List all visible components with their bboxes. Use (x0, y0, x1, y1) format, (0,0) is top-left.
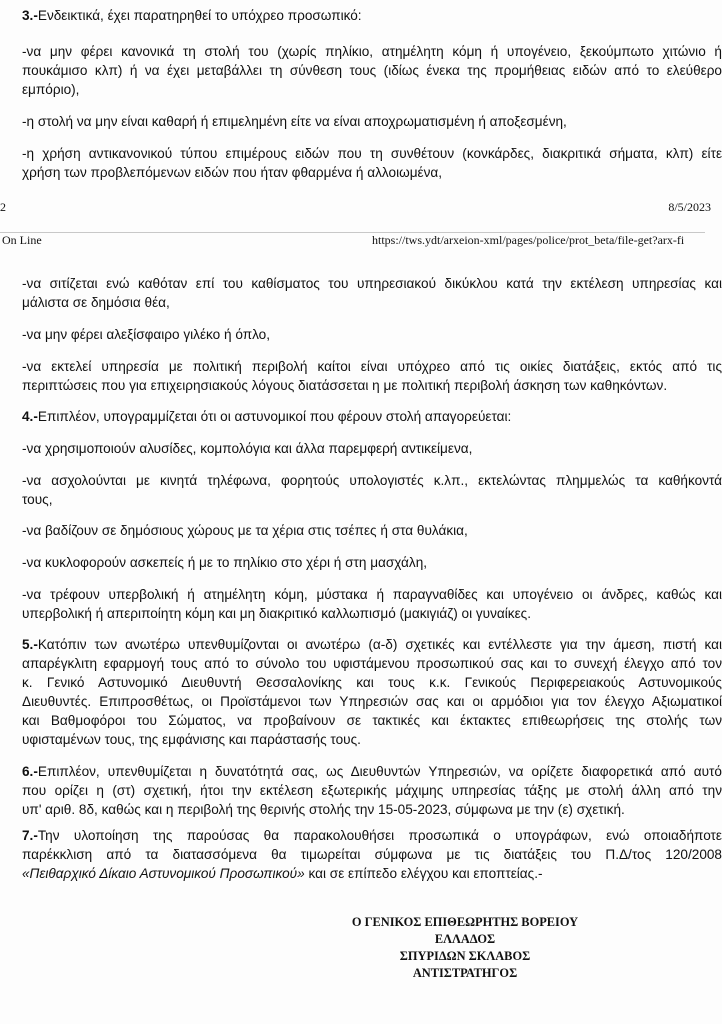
section-heading-text: Επιπλέον, υπογραμμίζεται ότι οι αστυνομικοί που φέρουν στολή απαγορεύεται: (37, 409, 512, 424)
text-line: που ορίζει η (στ) σχετική, ήτοι την εκτέλεση εξωτερικής μάχιμης υπηρεσίας τάξης με στολή άλλη από την (22, 783, 722, 798)
signature-title: Ο ΓΕΝΙΚΟΣ ΕΠΙΘΕΩΡΗΤΗΣ ΒΟΡΕΙΟΥ (351, 915, 579, 929)
text-line: υπερβολική ή απεριποίητη κόμη και μη διακριτικό καλλωπισμό (μακιγιάζ) οι γυναίκες. (22, 606, 531, 621)
text-line: και Βαθμοφόροι του Σώματος, να προβαίνουν σε τακτικές και έκτακτες επιθεωρήσεις της στολής των (22, 713, 722, 728)
section-number: 6.- (22, 764, 38, 779)
paragraph-no-vest: -να μην φέρει αλεξίσφαιρο γιλέκο ή όπλο, (22, 327, 271, 342)
text-line (22, 864, 722, 883)
text-line: Διευθυντές. Επιπροσθέτως, οι Προϊστάμενοι των Υπηρεσιών σας και οι αρμόδιοι για τον έλεγχο Αξιωματικοί (22, 694, 722, 709)
text-line: -να τρέφουν υπερβολική ή ατημέλητη κόμη, μύστακα ή παραγναθίδες και υπογένειο οι άνδρες, καθώς και (22, 587, 722, 602)
signature-title-cont: ΕΛΛΑΔΟΣ (434, 932, 496, 946)
section-number: 7.- (22, 828, 38, 843)
paragraph-hatless: -να κυκλοφορούν ασκεπείς ή με το πηλίκιο στο χέρι ή στη μασχάλη, (22, 555, 428, 570)
section-4-heading (22, 407, 722, 426)
text-line: -η χρήση αντικανονικού τύπου επιμέρους ειδών που τη συνθέτουν (κονκάρδες, διακριτικά σήματα, κλπ) είτε (22, 146, 722, 161)
header-label: On Line (2, 233, 42, 247)
text-line: απαρέγκλιτη εφαρμογή τους από το σύνολο του υφιστάμενου προσωπικού σας και το συνεχή έλεγχο από τον (22, 656, 722, 671)
paragraph-hands-pockets: -να βαδίζουν σε δημόσιους χώρους με τα χέρια στις τσέπες ή στα θυλάκια, (22, 523, 468, 538)
text-line: τους, (22, 492, 53, 507)
signature-name: ΣΠΥΡΙΔΩΝ ΣΚΛΑΒΟΣ (399, 949, 531, 963)
law-title: «Πειθαρχικό Δίκαιο Αστυνομικού Προσωπικού» (22, 866, 305, 881)
text-line: υπ' αριθ. 8δ, καθώς και η περιβολή της θερινής στολής την 15-05-2023, σύμφωνα με την (ε) σχετική. (22, 802, 625, 817)
text-line: παρέκκλιση από τα διατασσόμενα θα τιμωρείται σύμφωνα με τις διατάξεις του Π.Δ/τος 120/2008 (22, 847, 722, 862)
text-line: -να εκτελεί υπηρεσία με πολιτική περιβολή καίτοι είναι υπόχρεο από τις οικίες διατάξεις, εκτός από τις (22, 359, 722, 374)
section-3-heading (22, 6, 722, 25)
text-line: πουκάμισο κλπ) ή να έχει μεταβάλλει τη σύνθεση τους (ιδίως ένεκα της προμήθειας ειδών από το ελεύθερο (22, 63, 722, 78)
paragraph-clean-uniform: -η στολή να μην είναι καθαρή ή επιμελημένη είτε να είναι αποχρωματισμένη ή αποξεσμένη, (22, 114, 567, 129)
section-number: 4.- (22, 409, 38, 424)
text-span: Κατόπιν των ανωτέρω υπενθυμίζονται οι ανωτέρω (α-δ) σχετικές και εντέλλεστε για την άμεση, πιστή και (37, 637, 722, 652)
signature-rank: ΑΝΤΙΣΤΡΑΤΗΓΟΣ (412, 966, 518, 980)
text-span: Την υλοποίηση της παρούσας θα παρακολουθήσει προσωπικά ο υπογράφων, ενώ οποιαδήποτε (37, 828, 722, 843)
section-number: 3.- (22, 8, 38, 23)
text-line: -να σιτίζεται ενώ καθόταν επί του καθίσματος του υπηρεσιακού δικύκλου κατά την εκτέλεση υπηρεσίας και (22, 276, 722, 291)
section-number: 5.- (22, 637, 38, 652)
text-span: Επιπλέον, υπενθυμίζεται η δυνατότητά σας, ως Διευθυντών Υπηρεσιών, να ορίζετε διαφορετικά από αυτό (37, 764, 722, 779)
section-heading-text: Ενδεικτικά, έχει παρατηρηθεί το υπόχρεο προσωπικό: (37, 8, 362, 23)
text-line (22, 635, 722, 654)
text-line: κ. Γενικό Αστυνομικό Διευθυντή Θεσσαλονίκης και τους κ.κ. Γενικούς Περιφερειακούς Αστυνομικούς (22, 675, 722, 690)
signature-block (300, 914, 630, 982)
text-line: εμπόριο), (22, 82, 80, 97)
header-url: https://tws.ydt/arxeion-xml/pages/police/prot_beta/file-get?arx-fi (372, 233, 685, 247)
text-line: μάλιστα σε δημόσια θέα, (22, 295, 170, 310)
text-line: περιπτώσεις που για επιχειρησιακούς λόγους διατάσσεται η με πολιτική περιβολή άσκηση των καθηκόντων. (22, 378, 668, 393)
text-line (22, 826, 722, 845)
text-line (22, 762, 722, 781)
text-line: -να μην φέρει κανονικά τη στολή του (χωρίς πηλίκιο, ατημέλητη κόμη ή υπογένειο, ξεκούμπωτο χιτώνιο ή (22, 44, 722, 59)
text-line: χρήση των προβλεπόμενων ειδών που ήταν φθαρμένα ή αλλοιωμένα, (22, 165, 443, 180)
text-span: και σε επίπεδο ελέγχου και εποπτείας.- (304, 866, 543, 881)
paragraph-chains: -να χρησιμοποιούν αλυσίδες, κομπολόγια και άλλα παρεμφερή αντικείμενα, (22, 441, 473, 456)
footer-date: 8/5/2023 (668, 200, 711, 214)
text-line: υφισταμένων τους, της εμφάνισης και παράστασής τους. (22, 732, 361, 747)
text-line: -να ασχολούνται με κινητά τηλέφωνα, φορητούς υπολογιστές κ.λπ., εκτελώντας πλημμελώς τα καθήκοντά (22, 473, 722, 488)
footer-page-number: 2 (0, 200, 6, 214)
